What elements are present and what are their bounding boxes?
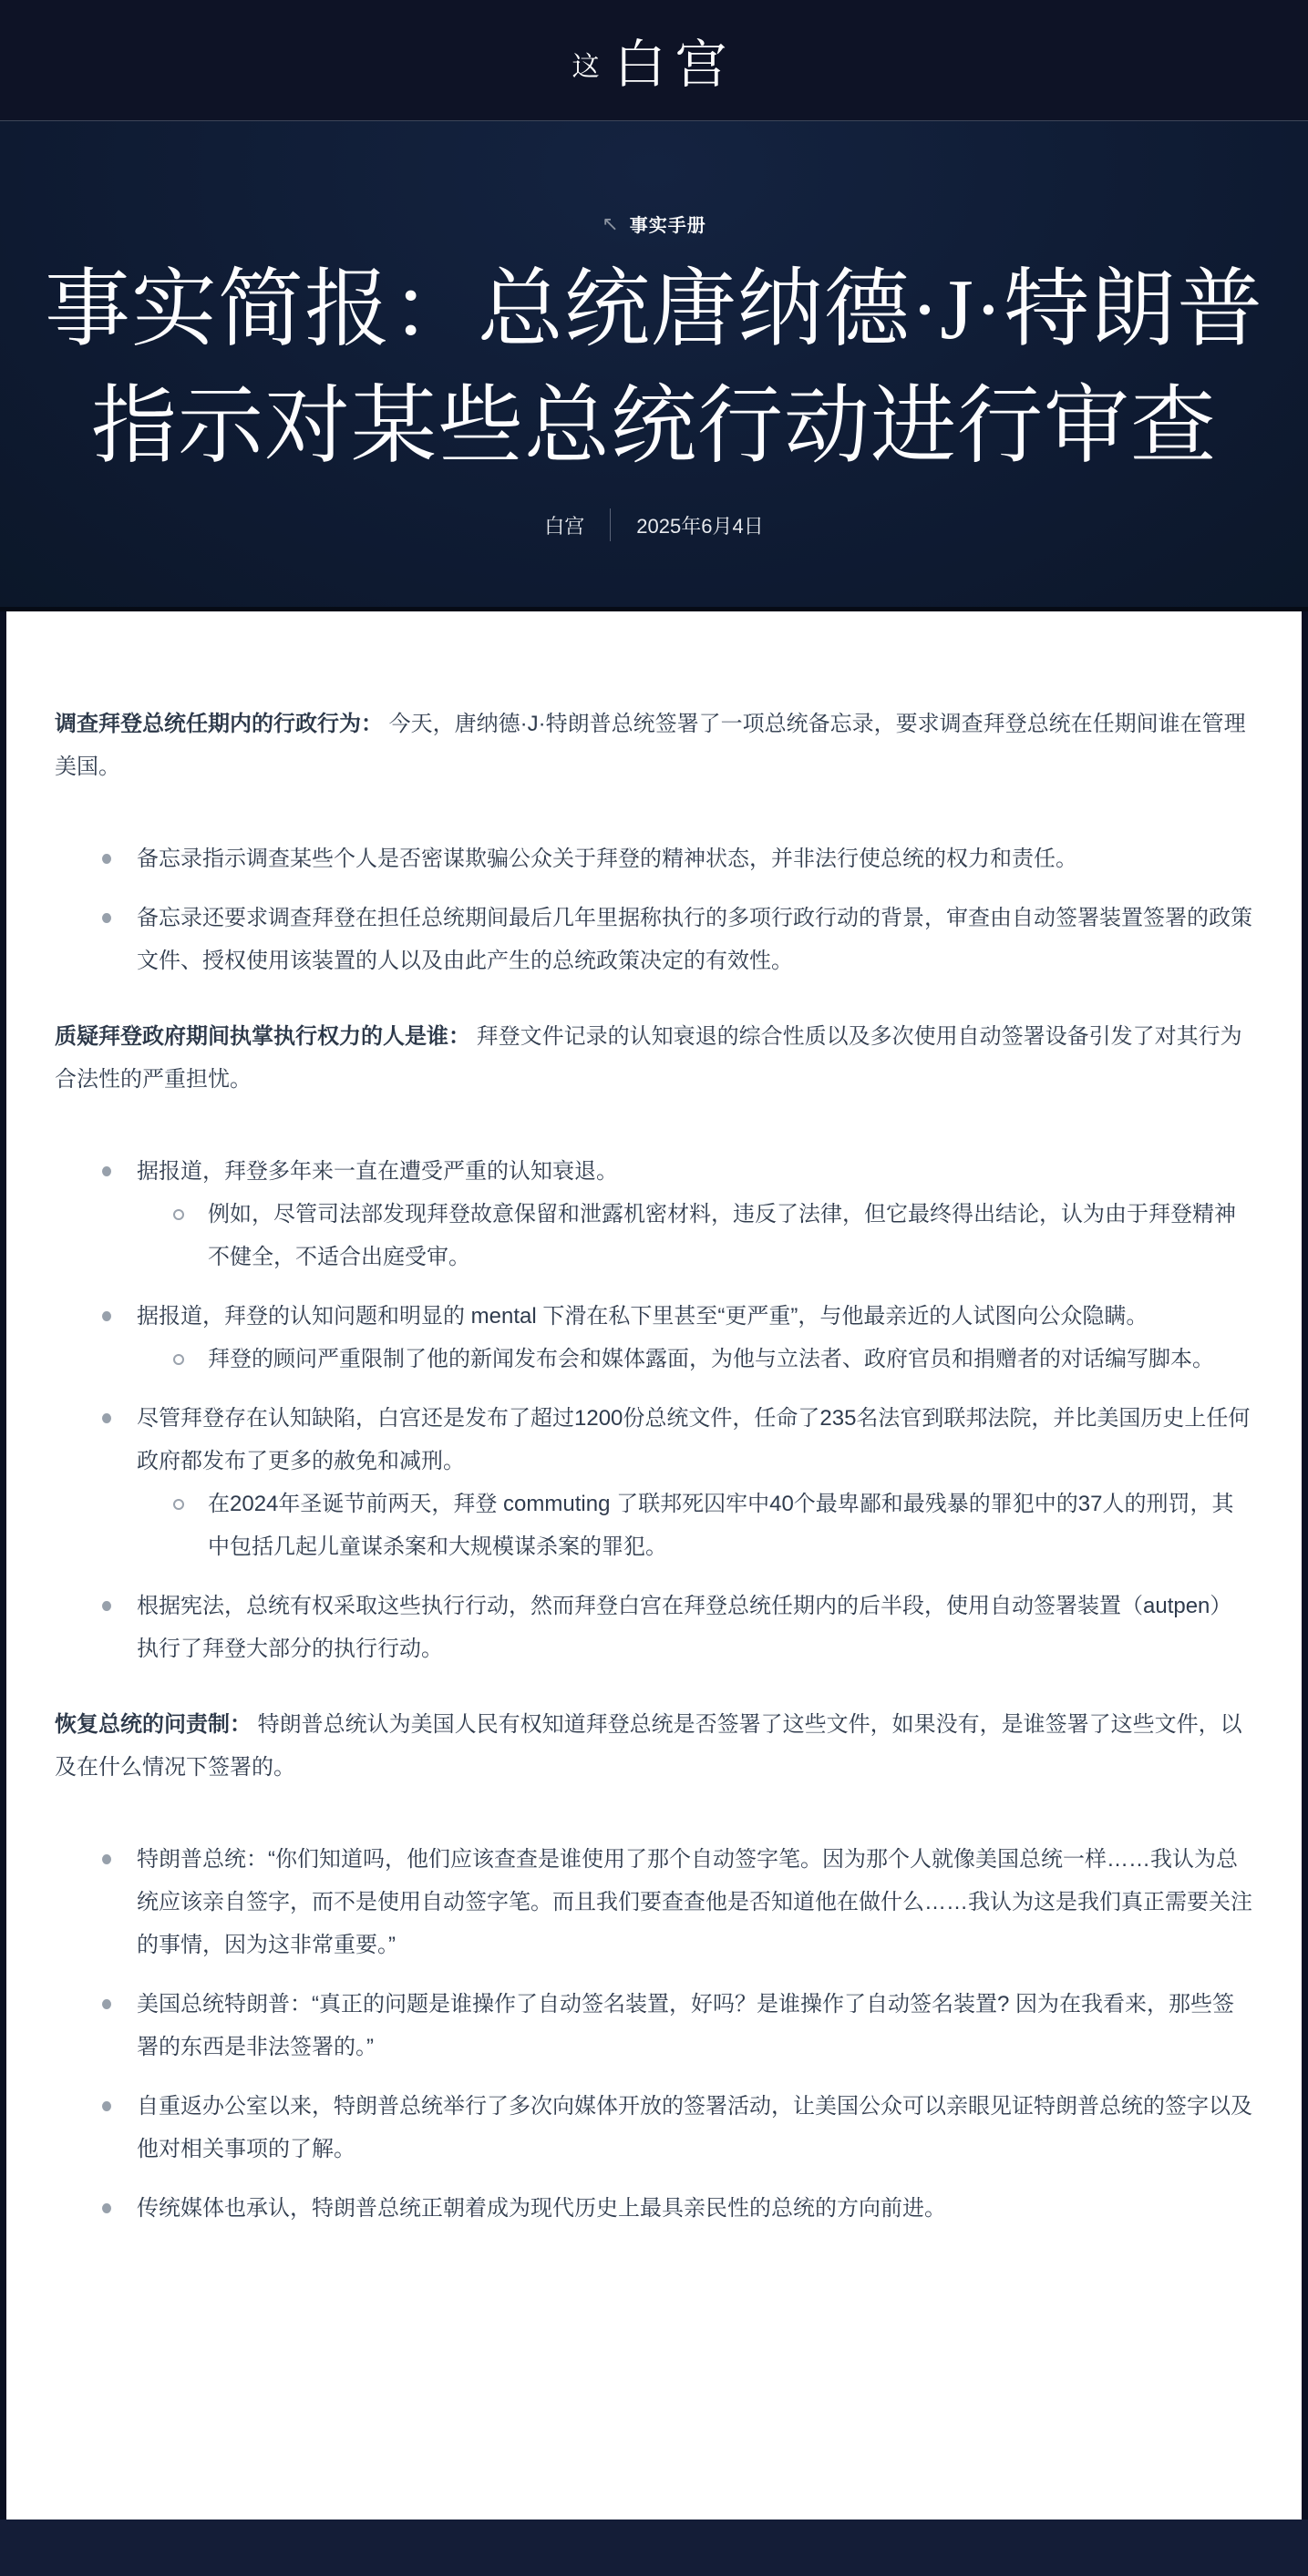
section-lead <box>55 1015 1252 1101</box>
logo-title: 白宫 <box>613 36 736 94</box>
section-lead-text: 特朗普总统认为美国人民有权知道拜登总统是否签署了这些文件，如果没有，是谁签署了这些文件，以及在什么情况下签署的。 <box>55 1712 1242 1780</box>
page-title <box>0 251 1308 485</box>
byline-divider <box>610 508 611 541</box>
white-house-logo[interactable] <box>572 23 736 97</box>
list-item <box>137 1838 1252 1966</box>
bullet-list <box>55 1838 1252 2230</box>
list-item <box>137 897 1252 982</box>
site-footer <box>0 2520 1308 2576</box>
page-title-line1: 事实简报：总统唐纳德·J·特朗普 <box>44 262 1264 357</box>
list-item-text: 自重返办公室以来，特朗普总统举行了多次向媒体开放的签署活动，让美国公众可以亲眼见证特朗普总统的签字以及他对相关事项的了解。 <box>137 2094 1252 2161</box>
sub-bullet-list <box>137 1193 1252 1278</box>
sub-list-item <box>208 1193 1252 1278</box>
list-item <box>137 1295 1252 1380</box>
list-item-text: 美国总统特朗普：“真正的问题是谁操作了自动签名装置，好吗？是谁操作了自动签名装置? 因为在我看来，那些签署的东西是非法签署的。” <box>137 1992 1235 2059</box>
list-item-text: 据报道，拜登的认知问题和明显的 mental 下滑在私下里甚至“更严重”，与他最亲近的人试图向公众隐瞒。 <box>137 1304 1148 1329</box>
page-title-line2: 指示对某些总统行动进行审查 <box>90 379 1217 474</box>
bullet-list <box>55 837 1252 982</box>
list-item <box>137 1585 1252 1670</box>
list-item-text: 特朗普总统：“你们知道吗，他们应该查查是谁使用了那个自动签字笔。因为那个人就像美国总统一样……我认为总统应该亲自签字，而不是使用自动签字笔。而且我们要查查他是否知道他在做什么……我认为这是我们真正需要关注的事情，因为这非常重要。” <box>137 1847 1252 1957</box>
list-item-text: 尽管拜登存在认知缺陷，白宫还是发布了超过1200份总统文件，任命了235名法官到联邦法院，并比美国历史上任何政府都发布了更多的赦免和减刑。 <box>137 1406 1251 1473</box>
article-body <box>6 611 1302 2520</box>
sub-bullet-list <box>137 1483 1252 1568</box>
list-item <box>137 1983 1252 2068</box>
site-header <box>0 0 1308 121</box>
section-heading: 质疑拜登政府期间执掌执行权力的人是谁： <box>55 1024 470 1049</box>
sub-list-item-text: 拜登的顾问严重限制了他的新闻发布会和媒体露面，为他与立法者、政府官员和捐赠者的对话编写脚本。 <box>208 1347 1214 1371</box>
sub-list-item-text: 例如，尽管司法部发现拜登故意保留和泄露机密材料，违反了法律，但它最终得出结论，认为由于拜登精神不健全，不适合出庭受审。 <box>208 1202 1236 1269</box>
list-item-text: 据报道，拜登多年来一直在遭受严重的认知衰退。 <box>137 1159 618 1184</box>
article-section <box>55 1703 1252 2230</box>
section-lead-text: 今天，唐纳德·J·特朗普总统签署了一项总统备忘录，要求调查拜登总统在任期间谁在管理美国。 <box>55 712 1246 779</box>
fact-sheets-breadcrumb[interactable] <box>602 210 705 237</box>
byline-source: 白宫 <box>544 514 585 538</box>
list-item <box>137 1397 1252 1568</box>
list-item <box>137 837 1252 880</box>
arrow-up-left-icon: ↖ <box>602 211 620 235</box>
section-heading: 恢复总统的问责制： <box>55 1712 252 1737</box>
list-item-text: 根据宪法，总统有权采取这些执行行动，然而拜登白宫在拜登总统任期内的后半段，使用自动签署装置（autpen）执行了拜登大部分的执行行动。 <box>137 1594 1232 1661</box>
sub-list-item <box>208 1338 1252 1380</box>
section-heading: 调查拜登总统任期内的行政行为： <box>55 712 383 736</box>
eyebrow-label: 事实手册 <box>629 216 706 236</box>
list-item <box>137 2085 1252 2171</box>
list-item <box>137 2187 1252 2230</box>
list-item-text: 传统媒体也承认，特朗普总统正朝着成为现代历史上最具亲民性的总统的方向前进。 <box>137 2196 946 2221</box>
article-section <box>55 1015 1252 1670</box>
hero-section <box>0 121 1308 611</box>
section-lead-text: 拜登文件记录的认知衰退的综合性质以及多次使用自动签署设备引发了对其行为合法性的严重担忧。 <box>55 1024 1242 1092</box>
section-lead <box>55 1703 1252 1789</box>
sub-list-item-text: 在2024年圣诞节前两天，拜登 commuting 了联邦死囚牢中40个最卑鄙和最残暴的罪犯中的37人的刑罚，其中包括几起儿童谋杀案和大规模谋杀案的罪犯。 <box>208 1492 1234 1559</box>
article-section <box>55 703 1252 982</box>
sub-bullet-list <box>137 1338 1252 1380</box>
section-lead <box>55 703 1252 788</box>
byline <box>544 508 763 541</box>
logo-prefix: 这 <box>572 52 600 82</box>
list-item <box>137 1150 1252 1278</box>
sub-list-item <box>208 1483 1252 1568</box>
list-item-text: 备忘录指示调查某些个人是否密谋欺骗公众关于拜登的精神状态，并非法行使总统的权力和责任。 <box>137 847 1077 871</box>
bullet-list <box>55 1150 1252 1670</box>
list-item-text: 备忘录还要求调查拜登在担任总统期间最后几年里据称执行的多项行政行动的背景，审查由自动签署装置签署的政策文件、授权使用该装置的人以及由此产生的总统政策决定的有效性。 <box>137 906 1252 973</box>
byline-date: 2025年6月4日 <box>636 514 764 538</box>
